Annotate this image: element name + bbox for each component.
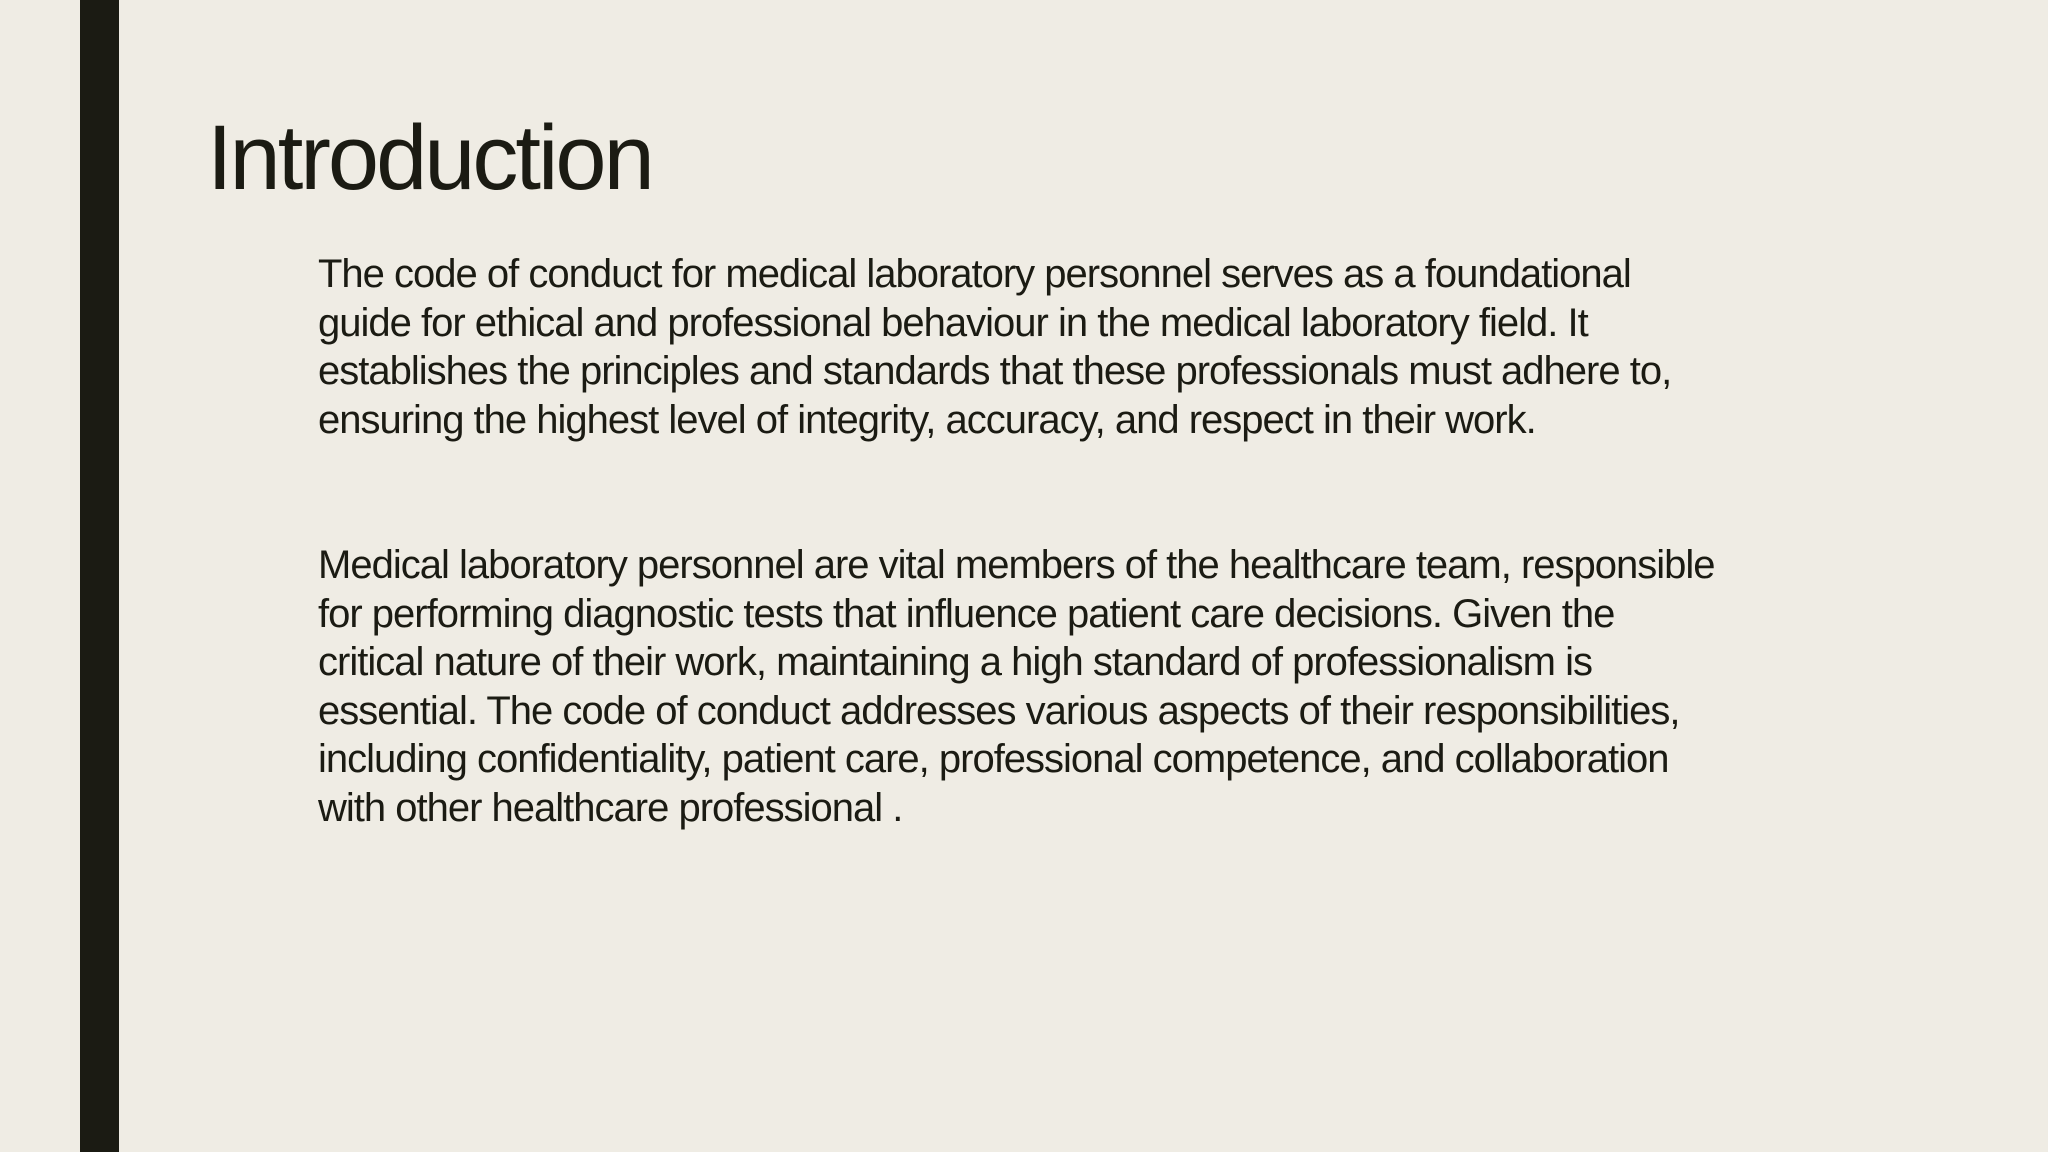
paragraph-role bbox=[318, 541, 1898, 832]
paragraph-line: establishes the principles and standards that these professionals must adhere to, bbox=[318, 349, 1672, 393]
accent-bar bbox=[80, 0, 119, 1152]
paragraph-line: essential. The code of conduct addresses various aspects of their responsibilities, bbox=[318, 688, 1680, 733]
paragraph-line: The code of conduct for medical laboratory personnel serves as a foundational bbox=[318, 252, 1631, 296]
paragraph-line: critical nature of their work, maintaining a high standard of professionalism is bbox=[318, 640, 1592, 684]
paragraph-intro bbox=[318, 250, 1898, 444]
paragraph-line: ensuring the highest level of integrity, accuracy, and respect in their work. bbox=[318, 397, 1536, 442]
slide-title: Introduction bbox=[207, 107, 652, 209]
paragraph-line: guide for ethical and professional behaviour in the medical laboratory field. It bbox=[318, 300, 1588, 345]
paragraph-line: including confidentiality, patient care, professional competence, and collaboration bbox=[318, 737, 1669, 781]
slide-body bbox=[318, 250, 1898, 832]
paragraph-line: with other healthcare professional . bbox=[318, 785, 903, 830]
paragraph-line: for performing diagnostic tests that influence patient care decisions. Given the bbox=[318, 591, 1615, 636]
paragraph-line: Medical laboratory personnel are vital members of the healthcare team, responsible bbox=[318, 543, 1715, 587]
